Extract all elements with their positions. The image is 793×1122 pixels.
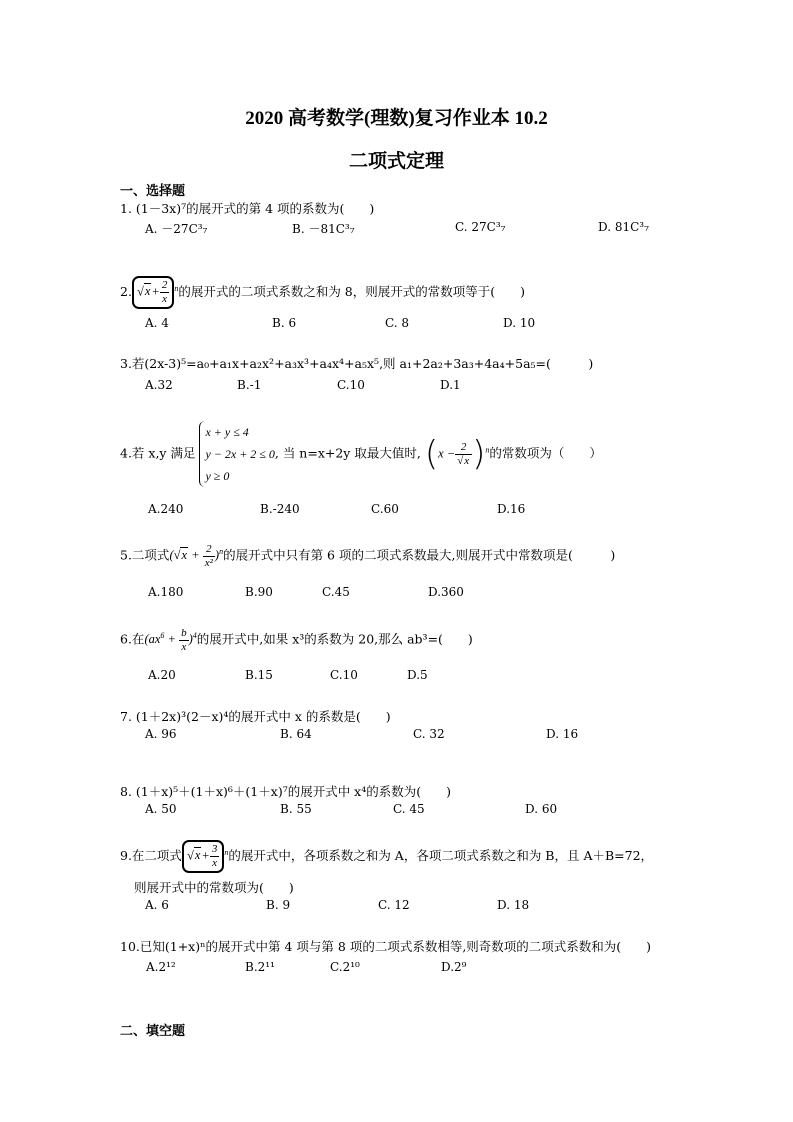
page-subtitle: 二项式定理 (348, 151, 444, 172)
question-4-constraints (199, 421, 274, 487)
question-8-option-c: C. 45 (393, 802, 425, 816)
question-1-option-c: C. 27C³₇ (455, 220, 506, 234)
section-heading-fill: 二、填空题 (120, 1024, 186, 1039)
question-10-stem: 10.已知(1+x)ⁿ的展开式中第 4 项与第 8 项的二项式系数相等,则奇数项的二项式系数和为( ) (120, 939, 652, 954)
question-5-text: 的展开式中只有第 6 项的二项式系数最大,则展开式中常数项是( ) (223, 547, 616, 563)
question-5-option-c: C.45 (322, 585, 350, 599)
question-9-option-b: B. 9 (266, 898, 291, 912)
question-8-option-d: D. 60 (525, 802, 558, 816)
question-10-option-b: B.2¹¹ (245, 960, 275, 974)
question-7-option-b: B. 64 (280, 727, 312, 741)
question-5-stem (120, 543, 615, 570)
question-9-option-a: A. 6 (145, 898, 169, 912)
question-6-option-b: B.15 (245, 668, 273, 682)
question-4-option-b: B.-240 (260, 502, 300, 516)
question-3-option-b: B.-1 (237, 378, 262, 392)
question-9-option-c: C. 12 (378, 898, 410, 912)
question-1-stem: 1. (1－3x)⁷的展开式的第 4 项的系数为( ) (120, 201, 375, 216)
question-2-text: 的展开式的二项式系数之和为 8，则展开式的常数项等于( ) (178, 284, 525, 299)
question-7-stem: 7. (1＋2x)³(2－x)⁴的展开式中 x 的系数是( ) (120, 709, 391, 724)
section-heading-choice: 一、选择题 (120, 184, 186, 199)
page-title: 2020 高考数学(理数)复习作业本 10.2 (245, 108, 548, 129)
question-3-option-a: A.32 (145, 378, 173, 392)
question-6-option-c: C.10 (330, 668, 358, 682)
question-8-stem: 8. (1＋x)⁵＋(1＋x)⁶＋(1＋x)⁷的展开式中 x⁴的系数为( ) (120, 784, 451, 799)
question-6-text: 的展开式中,如果 x³的系数为 20,那么 ab³=( ) (196, 631, 473, 647)
question-2-number: 2. (120, 284, 132, 299)
question-7-option-a: A. 96 (145, 727, 177, 741)
question-9-formula: √x+ $\frac{3}{x}$ (182, 840, 224, 873)
question-5-option-b: B.90 (245, 585, 273, 599)
question-2-option-d: D. 10 (503, 316, 536, 330)
question-1-option-b: B. －81C³₇ (292, 222, 355, 236)
question-2-formula: √x+ $\frac{2}{x}$ (132, 276, 174, 309)
question-4-mid: , 当 n=x+2y 取最大值时, (274, 445, 421, 461)
question-4-stem: 4.若 x,y 满足 x + y ≤ 4 y − 2x + 2 ≤ 0 y ≥ 0 , 当 n=x+2y 取最大值时, (x − $\frac{2}{√x}$ )$^n$的常数项为（ ） (120, 421, 602, 487)
question-9-number: 9.在二项式 (120, 848, 182, 863)
question-2-stem: 2. √x+ $\frac{2}{x}$ $^n$的展开式的二项式系数之和为 8，则展开式的常数项等于( ) (120, 276, 525, 309)
question-6-number: 6.在 (120, 631, 145, 647)
question-1-option-d: D. 81C³₇ (598, 220, 649, 234)
question-6-stem (120, 627, 473, 654)
question-3-option-d: D.1 (440, 378, 461, 392)
question-3-option-c: C.10 (337, 378, 365, 392)
question-9-option-d: D. 18 (497, 898, 530, 912)
question-2-option-b: B. 6 (272, 316, 297, 330)
question-7-option-d: D. 16 (546, 727, 579, 741)
question-4-number: 4.若 x,y 满足 (120, 445, 196, 461)
question-5-formula: (√x + $\frac{2}{\text{x²}}$ )$^n$ (169, 543, 224, 569)
question-2-option-a: A. 4 (145, 316, 169, 330)
question-6-formula: ($ax^6$ + $\frac{b}{x}$ )$^4$ (144, 627, 197, 653)
question-2-option-c: C. 8 (385, 316, 410, 330)
question-4-option-c: C.60 (371, 502, 399, 516)
question-1-option-a: A. －27C³₇ (145, 222, 208, 236)
question-4-text: 的常数项为（ ） (489, 445, 602, 461)
question-10-option-c: C.2¹⁰ (330, 960, 360, 974)
question-4-option-d: D.16 (497, 502, 526, 516)
question-4-option-a: A.240 (148, 502, 184, 516)
question-5-number: 5.二项式 (120, 547, 170, 563)
question-8-option-b: B. 55 (280, 802, 312, 816)
question-6-option-d: D.5 (407, 668, 428, 682)
question-9-line2: 则展开式中的常数项为( ) (134, 880, 294, 895)
question-10-option-d: D.2⁹ (441, 960, 467, 974)
question-6-option-a: A.20 (148, 668, 176, 682)
question-4-constraint-1: x + y ≤ 4 (205, 425, 249, 439)
question-4-formula: x − (438, 446, 456, 461)
question-4-constraint-2: y − 2x + 2 ≤ 0 (205, 447, 275, 461)
question-5-option-d: D.360 (428, 585, 464, 599)
question-9-text: 的展开式中，各项系数之和为 A，各项二项式系数之和为 B，且 A＋B=72， (228, 848, 654, 863)
question-5-option-a: A.180 (148, 585, 184, 599)
question-8-option-a: A. 50 (145, 802, 177, 816)
question-7-option-c: C. 32 (413, 727, 445, 741)
question-4-constraint-3: y ≥ 0 (205, 469, 230, 483)
question-3-stem: 3.若(2x-3)⁵=a₀+a₁x+a₂x²+a₃x³+a₄x⁴+a₅x⁵,则 a₁+2a₂+3a₃+4a₄+5a₅=( ) (120, 356, 594, 371)
question-9-stem: 9.在二项式 √x+ $\frac{3}{x}$ $^n$的展开式中，各项系数之和为 A，各项二项式系数之和为 B，且 A＋B=72， (120, 840, 653, 873)
question-10-option-a: A.2¹² (146, 960, 176, 974)
